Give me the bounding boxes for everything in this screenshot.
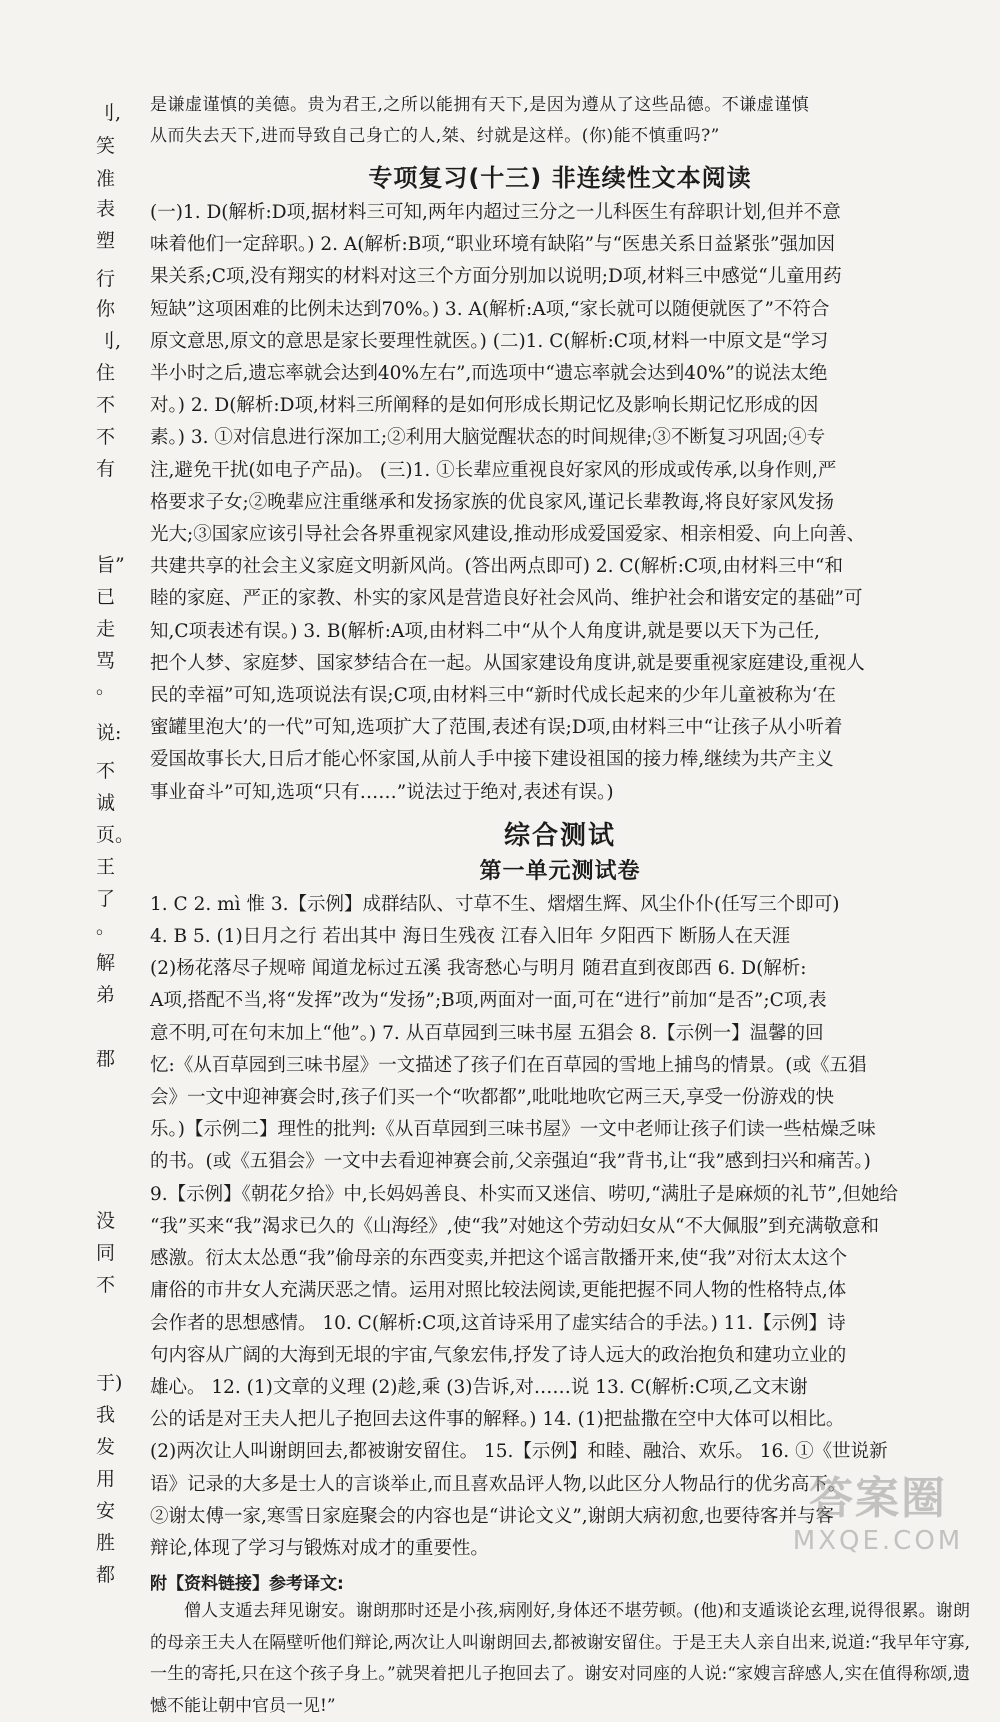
text-line: 乐。)【示例二】理性的批判:《从百草园到三味书屋》一文中老师让孩子们读一些枯燥乏味 xyxy=(150,1119,876,1141)
text-line: 句内容从广阔的大海到无垠的宇宙,气象宏伟,抒发了诗人远大的政治抱负和建功立业的 xyxy=(150,1344,847,1366)
margin-fragment: 住 xyxy=(96,362,116,384)
margin-fragment: 用 xyxy=(96,1468,116,1490)
margin-fragment: 准 xyxy=(96,168,116,190)
text-line: (一)1. D(解析:D项,据材料三可知,两年内超过三分之一儿科医生有辞职计划,但并不意 xyxy=(150,202,841,223)
section1-body xyxy=(150,197,970,809)
margin-fragment: 不 xyxy=(96,1274,116,1296)
text-line: 素。) 3. ①对信息进行深加工;②利用大脑觉醒状态的时间规律;③不断复习巩固;④专 xyxy=(150,427,826,449)
margin-fragment: 不 xyxy=(96,426,116,448)
text-line: 短缺”这项困难的比例未达到70%。) 3. A(解析:A项,“家长就可以随便就医了”不符合 xyxy=(150,298,830,320)
text-line: 格要求子女;②晚辈应注重继承和发扬家族的优良家风,谨记长辈教诲,将良好家风发扬 xyxy=(150,491,834,513)
margin-fragment: 笑 xyxy=(96,135,116,157)
margin-fragment: 有 xyxy=(96,458,116,480)
watermark-domain: MXQE.COM xyxy=(792,1526,964,1556)
text-line: A项,搭配不当,将“发挥”改为“发扬”;B项,两面对一面,可在“进行”前加“是否”;C项,表 xyxy=(150,990,827,1012)
text-line: 民的幸福”可知,选项说法有误;C项,由材料三中“新时代成长起来的少年儿童被称为‘在 xyxy=(150,685,836,707)
margin-fragment: 不 xyxy=(96,394,116,416)
reference-translation: 僧人支遁去拜见谢安。谢朗那时还是小孩,病刚好,身体还不堪劳顿。(他)和支遁谈论玄理,说得很累。谢朗的母亲王夫人在隔壁听他们辩论,两次让人叫谢朗回去,都被谢安留住。于是王夫人亲自出来,说道:“我早年守寡,一生的寄托,只在这个孩子身上。”就哭着把儿子抱回去了。谢安对同座的人说:“家嫂言辞感人,实在值得称颂,遗憾不能让朝中官员一见!” xyxy=(150,1601,970,1716)
text-line: 把个人梦、家庭梦、国家梦结合在一起。从国家建设角度讲,就是要重视家庭建设,重视人 xyxy=(150,652,865,674)
text-line: 4. B 5. (1)日月之行 若出其中 海日生残夜 江春入旧年 夕阳西下 断肠人在天涯 xyxy=(150,926,791,948)
margin-fragment: 安 xyxy=(96,1500,116,1522)
margin-fragment: 没 xyxy=(96,1210,116,1232)
margin-fragment: 说: xyxy=(96,722,122,744)
text-line: 忆:《从百草园到三味书屋》一文描述了孩子们在百草园的雪地上捕鸟的情景。(或《五猖 xyxy=(150,1054,867,1076)
text-line: 语》记录的大多是士人的言谈举止,而且喜欢品评人物,以此区分人物品行的优劣高下。 xyxy=(150,1473,847,1495)
text-line: 事业奋斗”可知,选项“只有……”说法过于绝对,表述有误。) xyxy=(150,781,614,803)
margin-fragment: 发 xyxy=(96,1436,116,1458)
margin-fragment: 王 xyxy=(96,856,116,878)
text-line: 感激。衍太太怂恿“我”偷母亲的东西变卖,并把这个谣言散播开来,使“我”对衍太太这个 xyxy=(150,1248,848,1270)
margin-fragment: 已 xyxy=(96,586,116,608)
text-line: 果关系;C项,没有翔实的材料对这三个方面分别加以说明;D项,材料三中感觉“儿童用药 xyxy=(150,266,842,288)
margin-fragment: 弟 xyxy=(96,984,116,1006)
text-line: 意不明,可在句末加上“他”。) 7. 从百草园到三味书屋 五猖会 8.【示例一】温馨的回 xyxy=(150,1022,824,1044)
section-title-special-review: 专项复习(十三) 非连续性文本阅读 xyxy=(368,164,752,192)
margin-fragment: 解 xyxy=(96,952,116,974)
appendix-title: 附【资料链接】参考译文: xyxy=(150,1574,344,1595)
text-line: 从而失去天下,进而导致自己身亡的人,桀、纣就是这样。(你)能不慎重吗?” xyxy=(150,126,720,146)
section-subtitle-unit-one-test: 第一单元测试卷 xyxy=(479,858,641,884)
text-line: 注,避免干扰(如电子产品)。 (三)1. ①长辈应重视良好家风的形成或传承,以身作则,严 xyxy=(150,459,837,481)
margin-fragment: 页。 xyxy=(96,824,135,846)
margin-fragment: 刂, xyxy=(96,102,122,124)
margin-fragment: 诚 xyxy=(96,792,116,814)
text-line: 会》一文中迎神赛会时,孩子们买一个“吹都都”,吡吡地吹它两三天,享受一份游戏的快 xyxy=(150,1087,835,1109)
text-line: 公的话是对王夫人把儿子抱回去这件事的解释。) 14. (1)把盐撒在空中大体可以相比。 xyxy=(150,1409,845,1431)
text-line: 光大;③国家应该引导社会各界重视家风建设,推动形成爱国爱家、相亲相爱、向上向善、 xyxy=(150,524,866,546)
margin-fragment: 不 xyxy=(96,760,116,782)
text-line: “我”买来“我”渴求已久的《山海经》,使“我”对她这个劳动妇女从“不大佩服”到充满敬意和 xyxy=(150,1215,880,1237)
text-line: 共建共享的社会主义家庭文明新风尚。(答出两点即可) 2. C(解析:C项,由材料三中“和 xyxy=(150,556,843,578)
text-line: (2)两次让人叫谢朗回去,都被谢安留住。 15.【示例】和睦、融洽、欢乐。 16. ①《世说新 xyxy=(150,1441,888,1463)
margin-fragment: 。 xyxy=(96,916,116,938)
text-line: 蜜罐里泡大’的一代”可知,选项扩大了范围,表述有误;D项,由材料三中“让孩子从小听着 xyxy=(150,717,843,739)
site-watermark xyxy=(778,1462,978,1582)
margin-fragment: 了 xyxy=(96,888,116,910)
text-line: 会作者的思想感情。 10. C(解析:C项,这首诗采用了虚实结合的手法。) 11.【示例】诗 xyxy=(150,1312,846,1334)
text-line: 原文意思,原文的意思是家长要理性就医。) (二)1. C(解析:C项,材料一中原文是“学习 xyxy=(150,330,829,352)
margin-fragment: 。 xyxy=(96,676,116,698)
text-line: 知,C项表述有误。) 3. B(解析:A项,由材料二中“从个人角度讲,就是要以天下为己任, xyxy=(150,620,820,642)
text-line: 是谦虚谨慎的美德。贵为君王,之所以能拥有天下,是因为遵从了这些品德。不谦虚谨慎 xyxy=(150,95,810,115)
margin-fragment: 行 xyxy=(96,268,116,290)
top-continuation xyxy=(150,90,970,152)
text-line: 味着他们一定辞职。) 2. A(解析:B项,“职业环境有缺陷”与“医患关系日益紧张”强加因 xyxy=(150,234,835,256)
text-line: 睦的家庭、严正的家教、朴实的家风是营造良好社会风尚、维护社会和谐安定的基础”可 xyxy=(150,588,863,610)
text-line: (2)杨花落尽子规啼 闻道龙标过五溪 我寄愁心与明月 随君直到夜郎西 6. D(解析: xyxy=(150,958,807,980)
text-line: 辩论,体现了学习与锻炼对成才的重要性。 xyxy=(150,1537,489,1559)
section-title-comprehensive-test: 综合测试 xyxy=(503,820,616,851)
margin-fragment: 骂 xyxy=(96,650,116,672)
text-line: 9.【示例】《朝花夕拾》中,长妈妈善良、朴实而又迷信、唠叨,“满肚子是麻烦的礼节”,但她给 xyxy=(150,1183,898,1205)
margin-fragment: 走 xyxy=(96,618,116,640)
margin-fragment: 塑 xyxy=(96,230,116,252)
margin-fragment: 表 xyxy=(96,198,116,220)
margin-fragment: 我 xyxy=(96,1404,116,1426)
margin-fragment: 同 xyxy=(96,1242,116,1264)
margin-fragment: 刂, xyxy=(96,330,122,352)
text-line: 庸俗的市井女人充满厌恶之情。运用对照比较法阅读,更能把握不同人物的性格特点,体 xyxy=(150,1280,847,1302)
margin-fragment: 旨” xyxy=(96,554,125,576)
margin-fragment: 都 xyxy=(96,1564,116,1586)
margin-fragment: 你 xyxy=(96,298,116,320)
text-line: ②谢太傅一家,寒雪日家庭聚会的内容也是“讲论文义”,谢朗大病初愈,也要待客并与客 xyxy=(150,1505,835,1527)
margin-fragment: 郡 xyxy=(96,1048,116,1070)
text-line: 雄心。 12. (1)文章的义理 (2)趁,乘 (3)告诉,对……说 13. C(解析:C项,乙文末谢 xyxy=(150,1376,808,1398)
watermark-logo-text: 答案圈 xyxy=(809,1473,947,1524)
text-line: 爱国故事长大,日后才能心怀家国,从前人手中接下建设祖国的接力棒,继续为共产主义 xyxy=(150,749,834,771)
text-line: 的书。(或《五猖会》一文中去看迎神赛会前,父亲强迫“我”背书,让“我”感到扫兴和痛苦。) xyxy=(150,1151,871,1173)
text-line: 1. C 2. mì 惟 3.【示例】成群结队、寸草不生、熠熠生辉、风尘仆仆(任写三个即可) xyxy=(150,893,840,915)
margin-fragment: 胜 xyxy=(96,1532,116,1554)
text-line: 对。) 2. D(解析:D项,材料三所阐释的是如何形成长期记忆及影响长期记忆形成的因 xyxy=(150,395,819,417)
margin-fragment: 于) xyxy=(96,1372,123,1394)
text-line: 半小时之后,遗忘率就会达到40%左右”,而选项中“遗忘率就会达到40%”的说法太绝 xyxy=(150,363,828,385)
